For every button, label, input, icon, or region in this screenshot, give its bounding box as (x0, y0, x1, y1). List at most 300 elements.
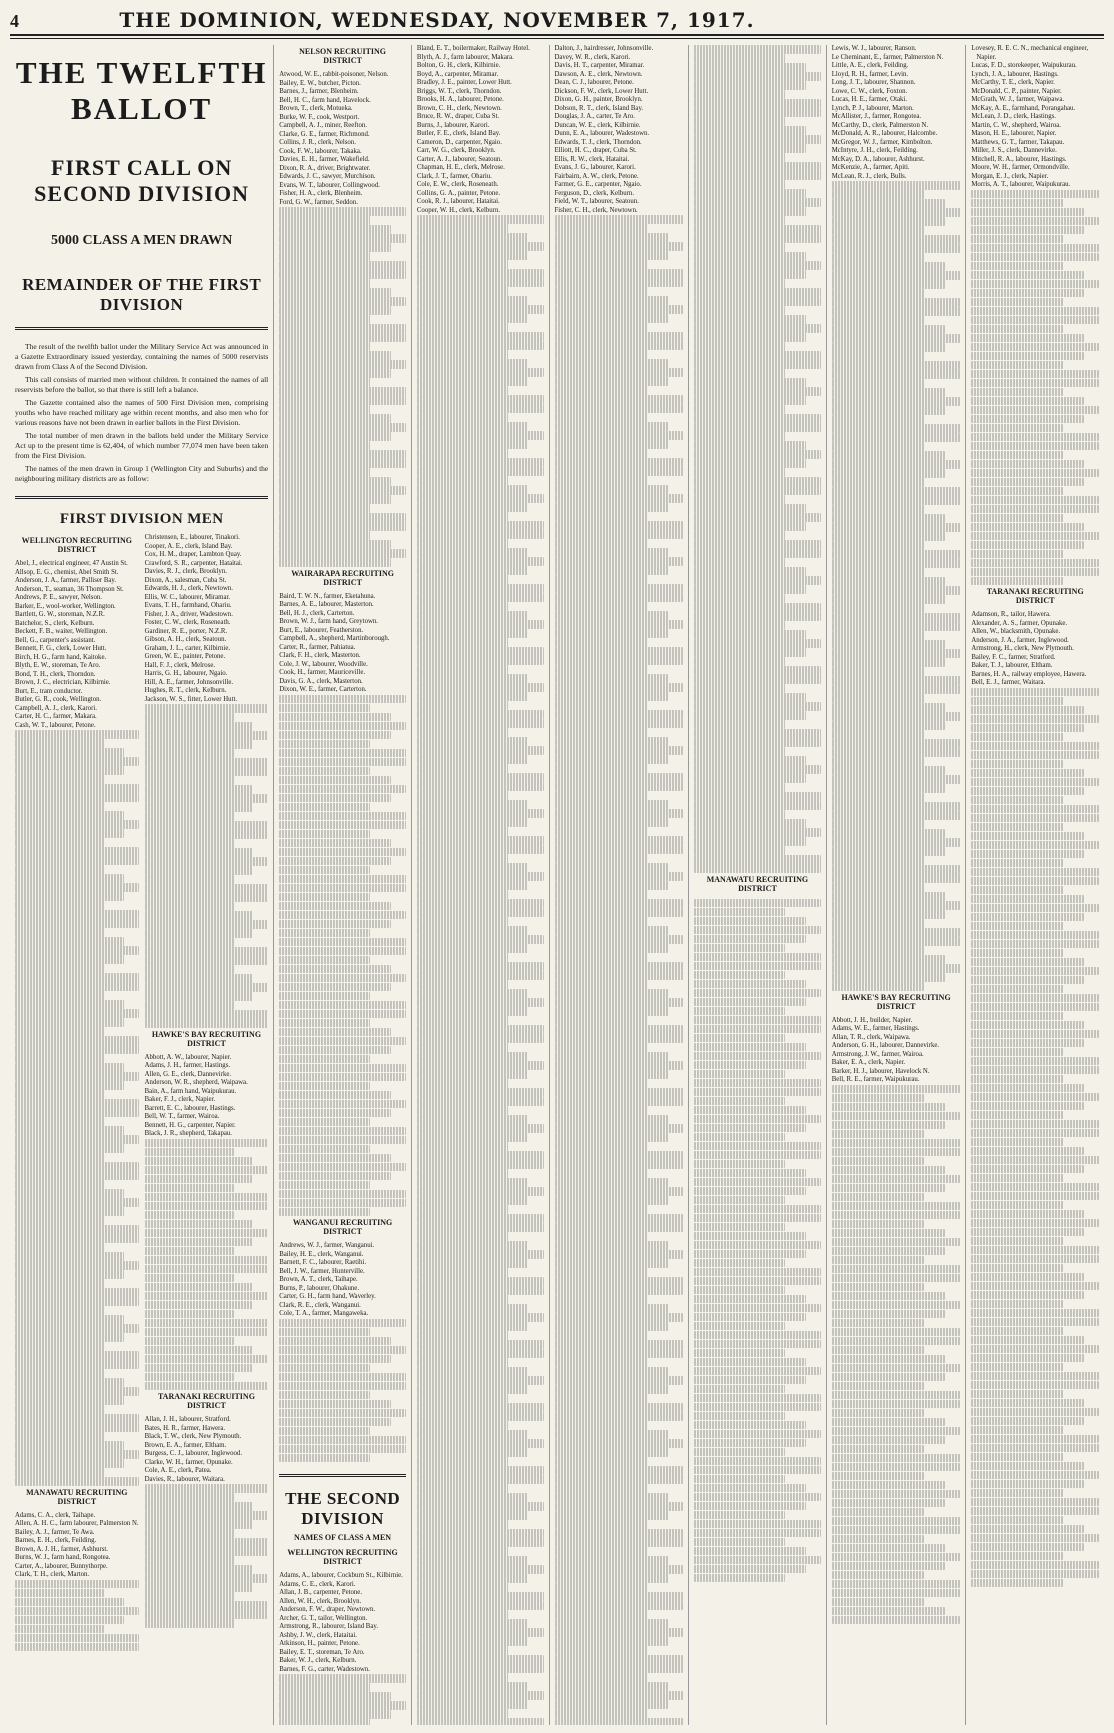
illegible-text-line (417, 431, 544, 440)
illegible-text-line (279, 1454, 370, 1463)
illegible-text-line (145, 1220, 254, 1229)
illegible-text-line (971, 742, 1099, 751)
illegible-text-line (555, 1277, 684, 1286)
name-entry: McDonald, A. R., labourer, Halcombe. (831, 130, 938, 137)
illegible-text-line (417, 899, 544, 908)
illegible-text-line (279, 794, 390, 803)
illegible-text-line (971, 841, 1099, 850)
name-entry: Cooper, A. E., clerk, Island Bay. (144, 542, 233, 550)
illegible-text-line (694, 1250, 805, 1259)
column-second-division (550, 45, 690, 1725)
illegible-text-line (694, 45, 821, 54)
illegible-text-line (971, 1201, 1063, 1210)
illegible-text-line (145, 1184, 234, 1193)
illegible-text-line (971, 814, 1099, 823)
illegible-text-line (145, 974, 254, 983)
illegible-text-line (971, 343, 1099, 352)
illegible-text-line (15, 1387, 139, 1396)
name-entry: Butler, G. R., cook, Wellington. (15, 696, 102, 703)
name-entry: Bartlett, G. W., storeman, N.Z.R. (15, 611, 105, 618)
illegible-text-line (145, 1547, 269, 1556)
name-entry: Alexander, A. S., farmer, Opunake. (971, 619, 1068, 627)
illegible-text-line (832, 892, 945, 901)
illegible-text-line (417, 440, 528, 449)
illegible-text-line (15, 1360, 139, 1369)
name-entry: Allsop, E. G., chemist, Abel Smith St. (15, 568, 119, 576)
illegible-text-line (15, 1396, 124, 1405)
illegible-text-line (832, 415, 925, 424)
name-entry: Cole, T. A., farmer, Mangaweka. (279, 1310, 369, 1317)
illegible-text-line (15, 937, 124, 946)
illegible-text-line (555, 575, 648, 584)
illegible-text-line (832, 1202, 961, 1211)
illegible-text-line (417, 989, 528, 998)
name-entry: Batchelor, S., clerk, Kelburn. (15, 619, 95, 627)
illegible-text-line (417, 1376, 544, 1385)
illegible-text-line (694, 1205, 821, 1214)
illegible-text-line (417, 1394, 508, 1403)
name-entry: Armstrong, H., clerk, New Plymouth. (971, 645, 1074, 652)
illegible-text-line (279, 740, 370, 749)
illegible-text-line (555, 1007, 668, 1016)
page-number: 4 (10, 11, 19, 31)
illegible-text-line (694, 360, 821, 369)
illegible-text-line (694, 720, 785, 729)
illegible-text-line (555, 1124, 684, 1133)
illegible-text-line (279, 432, 390, 441)
illegible-text-line (417, 1637, 528, 1646)
illegible-text-line (417, 1700, 528, 1709)
illegible-text-line (555, 962, 684, 971)
illegible-text-line (832, 1328, 961, 1337)
illegible-text-line (417, 287, 508, 296)
name-entry: Allen, G. E., clerk, Dannevirke. (144, 1070, 232, 1078)
illegible-text-line (971, 1219, 1099, 1228)
illegible-text-line (15, 1324, 139, 1333)
name-entry: Boyd, A., carpenter, Miramar. (416, 70, 499, 78)
illegible-text-line (417, 557, 544, 566)
name-entry: Burns, W. J., farm hand, Rongotea. (15, 1554, 111, 1561)
illegible-text-line (417, 1097, 544, 1106)
illegible-text-line (15, 1351, 139, 1360)
illegible-text-line (279, 1692, 390, 1701)
illegible-text-line (832, 370, 961, 379)
illegible-text-line (832, 1544, 945, 1553)
illegible-text-line (279, 1337, 390, 1346)
illegible-text-line (279, 1190, 406, 1199)
name-entry: Cole, A. E., clerk, Patea. (144, 1467, 212, 1474)
illegible-text-line (555, 1637, 668, 1646)
illegible-text-line (694, 998, 805, 1007)
illegible-text-line (417, 530, 544, 539)
illegible-text-line (694, 270, 805, 279)
illegible-text-line (417, 809, 544, 818)
illegible-text-line (145, 983, 269, 992)
name-list (971, 45, 1099, 585)
illegible-text-line (279, 983, 390, 992)
name-entry: Blyth, A. J., farm labourer, Makara. (416, 53, 514, 61)
illegible-text-line (417, 305, 544, 314)
intro-paragraph: This call consists of married men without children. It contained the names of all reservists before the ballot, so that there is still left a balance. (15, 375, 269, 394)
illegible-text-line (694, 405, 785, 414)
illegible-text-line (832, 208, 961, 217)
illegible-text-line (832, 1346, 925, 1355)
illegible-text-line (971, 715, 1099, 724)
illegible-text-line (694, 783, 785, 792)
illegible-text-line (832, 379, 925, 388)
illegible-text-line (555, 341, 684, 350)
illegible-text-line (694, 1349, 785, 1358)
name-entry: Anderson, J. A., farmer, Palliser Bay. (15, 577, 117, 584)
illegible-text-line (832, 1463, 961, 1472)
illegible-text-line (832, 541, 925, 550)
illegible-text-line (145, 1574, 269, 1583)
illegible-text-line (145, 785, 254, 794)
illegible-text-line (279, 884, 406, 893)
column-second-division (412, 45, 550, 1725)
illegible-text-line (971, 1435, 1099, 1444)
illegible-text-line (145, 1592, 234, 1601)
illegible-text-line (971, 733, 1063, 742)
illegible-text-line (694, 1223, 785, 1232)
illegible-text-line (555, 1088, 684, 1097)
name-entry: Armstrong, R., labourer, Island Bay. (279, 1623, 379, 1630)
illegible-text-line (417, 755, 528, 764)
illegible-text-line (832, 514, 945, 523)
illegible-text-line (279, 1019, 370, 1028)
illegible-text-line (279, 956, 370, 965)
illegible-text-line (15, 1162, 139, 1171)
illegible-text-line (832, 280, 945, 289)
illegible-text-line (15, 748, 124, 757)
illegible-text-line (832, 946, 925, 955)
illegible-text-line (145, 1364, 254, 1373)
illegible-text-line (832, 883, 925, 892)
name-entry: Le Cheminant, E., farmer, Palmerston N. (831, 53, 944, 61)
name-entry: Cox, H. M., draper, Lambton Quay. (144, 551, 242, 558)
illegible-text-line (971, 1471, 1099, 1480)
illegible-text-line (279, 459, 406, 468)
illegible-text-line (279, 252, 370, 261)
illegible-text-line (832, 658, 945, 667)
name-entry: Davies, R., labourer, Waitara. (144, 1475, 225, 1483)
illegible-text-line (832, 1274, 961, 1283)
illegible-text-line (417, 1277, 544, 1286)
illegible-text-line (694, 917, 805, 926)
name-entry: Bell, H. J., clerk, Carterton. (279, 609, 355, 617)
illegible-text-line (279, 1355, 390, 1364)
illegible-text-line (694, 342, 785, 351)
illegible-text-line (971, 460, 1083, 469)
illegible-text-line (832, 1535, 925, 1544)
illegible-text-line (279, 1064, 406, 1073)
name-entry: Campbell, A. J., clerk, Karori. (15, 704, 97, 712)
illegible-text-line (971, 868, 1099, 877)
illegible-text-line (279, 839, 390, 848)
illegible-text-line (694, 63, 805, 72)
columns (10, 45, 1104, 1725)
name-entry: Bennett, F. G., clerk, Lower Hutt. (15, 645, 107, 652)
illegible-text-line (279, 279, 370, 288)
illegible-text-line (555, 1493, 668, 1502)
illegible-text-line (694, 1160, 785, 1169)
illegible-text-line (417, 1574, 528, 1583)
illegible-text-line (971, 850, 1083, 859)
name-entry: Bailey, E. T., storeman, Te Aro. (279, 1648, 365, 1656)
illegible-text-line (417, 926, 528, 935)
illegible-text-line (417, 1448, 528, 1457)
illegible-text-line (555, 1142, 648, 1151)
illegible-text-line (971, 1336, 1083, 1345)
illegible-text-line (145, 902, 234, 911)
illegible-text-line (694, 729, 821, 738)
illegible-text-line (145, 1148, 234, 1157)
name-entry: Abbott, A. W., labourer, Napier. (144, 1053, 232, 1061)
illegible-text-line (971, 505, 1099, 514)
illegible-text-line (417, 917, 508, 926)
illegible-text-line (145, 1010, 269, 1019)
illegible-text-line (15, 910, 139, 919)
illegible-text-line (417, 1691, 544, 1700)
illegible-text-line (832, 1319, 925, 1328)
illegible-text-line (555, 512, 648, 521)
illegible-text-line (832, 910, 945, 919)
illegible-text-line (971, 1291, 1083, 1300)
illegible-text-line (694, 81, 805, 90)
illegible-text-line (417, 215, 544, 224)
name-entry: Lloyd, R. H., farmer, Levin. (831, 70, 909, 78)
illegible-text-line (832, 631, 925, 640)
illegible-text-line (417, 395, 544, 404)
name-entry: Ashby, J. W., clerk, Hataitai. (279, 1631, 357, 1639)
illegible-text-line (694, 171, 821, 180)
name-entry: McDonald, C. P., painter, Napier. (971, 87, 1062, 95)
illegible-text-line (971, 1381, 1099, 1390)
illegible-text-line (555, 1475, 684, 1484)
illegible-text-line (694, 1070, 785, 1079)
illegible-text-line (417, 773, 544, 782)
illegible-text-line (279, 1118, 370, 1127)
illegible-text-line (694, 989, 821, 998)
name-entry: Brown, A. T., clerk, Taihape. (279, 1276, 358, 1283)
name-entry: Carter, A. J., labourer, Seatoun. (416, 155, 503, 163)
illegible-text-line (279, 1391, 370, 1400)
illegible-text-line (971, 1462, 1083, 1471)
illegible-text-line (694, 1547, 805, 1556)
illegible-text-line (971, 1183, 1099, 1192)
illegible-text-line (694, 1277, 821, 1286)
name-entry: Miller, J. S., clerk, Dannevirke. (971, 147, 1057, 154)
illegible-text-line (694, 1088, 821, 1097)
illegible-text-line (417, 1439, 544, 1448)
illegible-text-line (971, 397, 1083, 406)
illegible-text-line (279, 785, 406, 794)
illegible-text-line (694, 153, 785, 162)
illegible-text-line (417, 683, 544, 692)
illegible-text-line (555, 1340, 684, 1349)
district-heading: WANGANUI RECRUITING DISTRICT (292, 1218, 393, 1236)
illegible-text-line (694, 837, 805, 846)
illegible-text-line (555, 1259, 668, 1268)
illegible-text-line (145, 839, 234, 848)
name-entry: Blyth, E. W., storeman, Te Aro. (15, 662, 101, 669)
illegible-text-line (694, 1241, 821, 1250)
sub-column (145, 534, 269, 1652)
illegible-text-line (971, 1003, 1099, 1012)
illegible-text-line (832, 973, 945, 982)
illegible-text-line (15, 1333, 124, 1342)
illegible-text-line (555, 449, 648, 458)
illegible-text-line (417, 1529, 544, 1538)
name-entry: Cook, R. J., labourer, Hataitai. (416, 198, 500, 205)
illegible-text-line (15, 829, 124, 838)
illegible-text-line (417, 1565, 544, 1574)
illegible-text-line (555, 530, 684, 539)
name-entry: Adams, A., labourer, Cockburn St., Kilbirnie. (279, 1572, 403, 1579)
illegible-text-line (694, 414, 821, 423)
illegible-text-line (555, 836, 684, 845)
illegible-text-line (279, 857, 390, 866)
illegible-text-line (279, 1028, 390, 1037)
illegible-text-line (832, 595, 945, 604)
illegible-text-line (971, 1327, 1063, 1336)
illegible-text-line (417, 1313, 544, 1322)
illegible-text-line (832, 928, 961, 937)
illegible-text-line (694, 801, 821, 810)
illegible-text-line (15, 1643, 139, 1652)
illegible-text-line (145, 812, 234, 821)
name-entry: Baker, E. A., clerk, Napier. (831, 1059, 906, 1066)
illegible-text-line (145, 758, 269, 767)
illegible-text-line (971, 1147, 1083, 1156)
illegible-text-line (279, 1701, 406, 1710)
illegible-text-line (15, 1153, 104, 1162)
name-entry: Green, W. E., painter, Petone. (144, 653, 226, 660)
illegible-text-line (417, 728, 508, 737)
illegible-text-line (417, 1331, 508, 1340)
illegible-text-line (555, 1070, 668, 1079)
illegible-text-line (694, 1394, 821, 1403)
illegible-text-line (417, 953, 508, 962)
illegible-text-line (15, 1171, 139, 1180)
illegible-text-line (832, 1400, 961, 1409)
name-entry: Anderson, G. H., labourer, Dannevirke. (831, 1042, 940, 1049)
illegible-text-line (832, 712, 961, 721)
name-entry: Mason, H. E., labourer, Napier. (971, 130, 1057, 137)
illegible-text-line (417, 368, 544, 377)
district-heading: HAWKE'S BAY RECRUITING DISTRICT (151, 1029, 262, 1048)
illegible-text-line (555, 467, 684, 476)
illegible-text-line (417, 1502, 544, 1511)
illegible-text-line (694, 549, 821, 558)
illegible-text-line (694, 756, 805, 765)
illegible-text-line (555, 314, 668, 323)
name-entry: Jackson, W. S., fitter, Lower Hutt. (144, 695, 238, 703)
illegible-text-line (279, 911, 406, 920)
illegible-text-line (971, 1093, 1099, 1102)
illegible-text-line (832, 622, 961, 631)
illegible-text-line (971, 532, 1099, 541)
illegible-text-line (694, 90, 785, 99)
illegible-text-line (694, 1313, 805, 1322)
name-list (555, 45, 684, 1725)
illegible-text-line (279, 1400, 390, 1409)
illegible-text-line (694, 1529, 821, 1538)
illegible-text-line (694, 846, 785, 855)
illegible-text-line (971, 913, 1083, 922)
illegible-text-line (555, 1547, 648, 1556)
illegible-text-line (145, 1247, 234, 1256)
illegible-text-line (145, 740, 254, 749)
illegible-text-line (555, 1367, 668, 1376)
name-entry: Carter, H. C., farmer, Makara. (15, 713, 97, 720)
name-list (279, 1572, 406, 1725)
name-entry: Hill, A. E., farmer, Johnsonville. (144, 678, 234, 686)
illegible-text-line (971, 1408, 1099, 1417)
illegible-text-line (417, 1286, 544, 1295)
illegible-text-line (15, 1270, 124, 1279)
illegible-text-line (971, 406, 1099, 415)
illegible-text-line (279, 1082, 370, 1091)
illegible-text-line (417, 962, 544, 971)
illegible-text-line (555, 1286, 684, 1295)
illegible-text-line (971, 976, 1083, 985)
illegible-text-line (832, 1148, 961, 1157)
illegible-text-line (417, 737, 528, 746)
illegible-text-line (832, 226, 925, 235)
illegible-text-line (15, 946, 139, 955)
illegible-text-line (971, 1138, 1063, 1147)
illegible-text-line (279, 351, 390, 360)
illegible-text-line (145, 1310, 234, 1319)
name-entry: Burt, E., tram conductor. (15, 687, 83, 695)
name-entry: Morgan, E. J., clerk, Napier. (971, 172, 1049, 180)
illegible-text-line (832, 901, 961, 910)
illegible-text-line (15, 1027, 104, 1036)
name-entry: Crawford, S. R., carpenter, Hataitai. (144, 559, 243, 567)
illegible-text-line (279, 207, 406, 216)
illegible-text-line (832, 559, 961, 568)
illegible-text-line (832, 253, 925, 262)
illegible-text-line (555, 548, 668, 557)
illegible-text-line (694, 1169, 805, 1178)
illegible-text-line (555, 1628, 684, 1637)
illegible-text-line (417, 1196, 528, 1205)
illegible-text-line (555, 1025, 684, 1034)
illegible-text-line (832, 1112, 961, 1121)
illegible-text-line (832, 262, 945, 271)
illegible-text-line (417, 1556, 528, 1565)
illegible-text-line (832, 1238, 961, 1247)
name-entry: Dickson, F. W., clerk, Lower Hutt. (554, 87, 649, 95)
illegible-text-line (832, 1553, 961, 1562)
illegible-text-line (555, 1574, 668, 1583)
illegible-text-line (417, 503, 528, 512)
illegible-text-line (555, 1160, 684, 1169)
name-entry: Hall, F. J., clerk, Melrose. (144, 661, 216, 669)
illegible-text-line (15, 964, 104, 973)
illegible-text-line (417, 269, 544, 278)
illegible-text-line (971, 1165, 1083, 1174)
illegible-text-line (279, 767, 370, 776)
name-entry: Atkinson, H., painter, Petone. (279, 1640, 360, 1647)
illegible-text-line (832, 1337, 961, 1346)
illegible-text-line (971, 388, 1063, 397)
illegible-text-line (15, 1063, 124, 1072)
name-entry: McLean, J. D., clerk, Hastings. (971, 113, 1056, 120)
illegible-text-line (555, 1403, 684, 1412)
illegible-text-line (417, 908, 544, 917)
